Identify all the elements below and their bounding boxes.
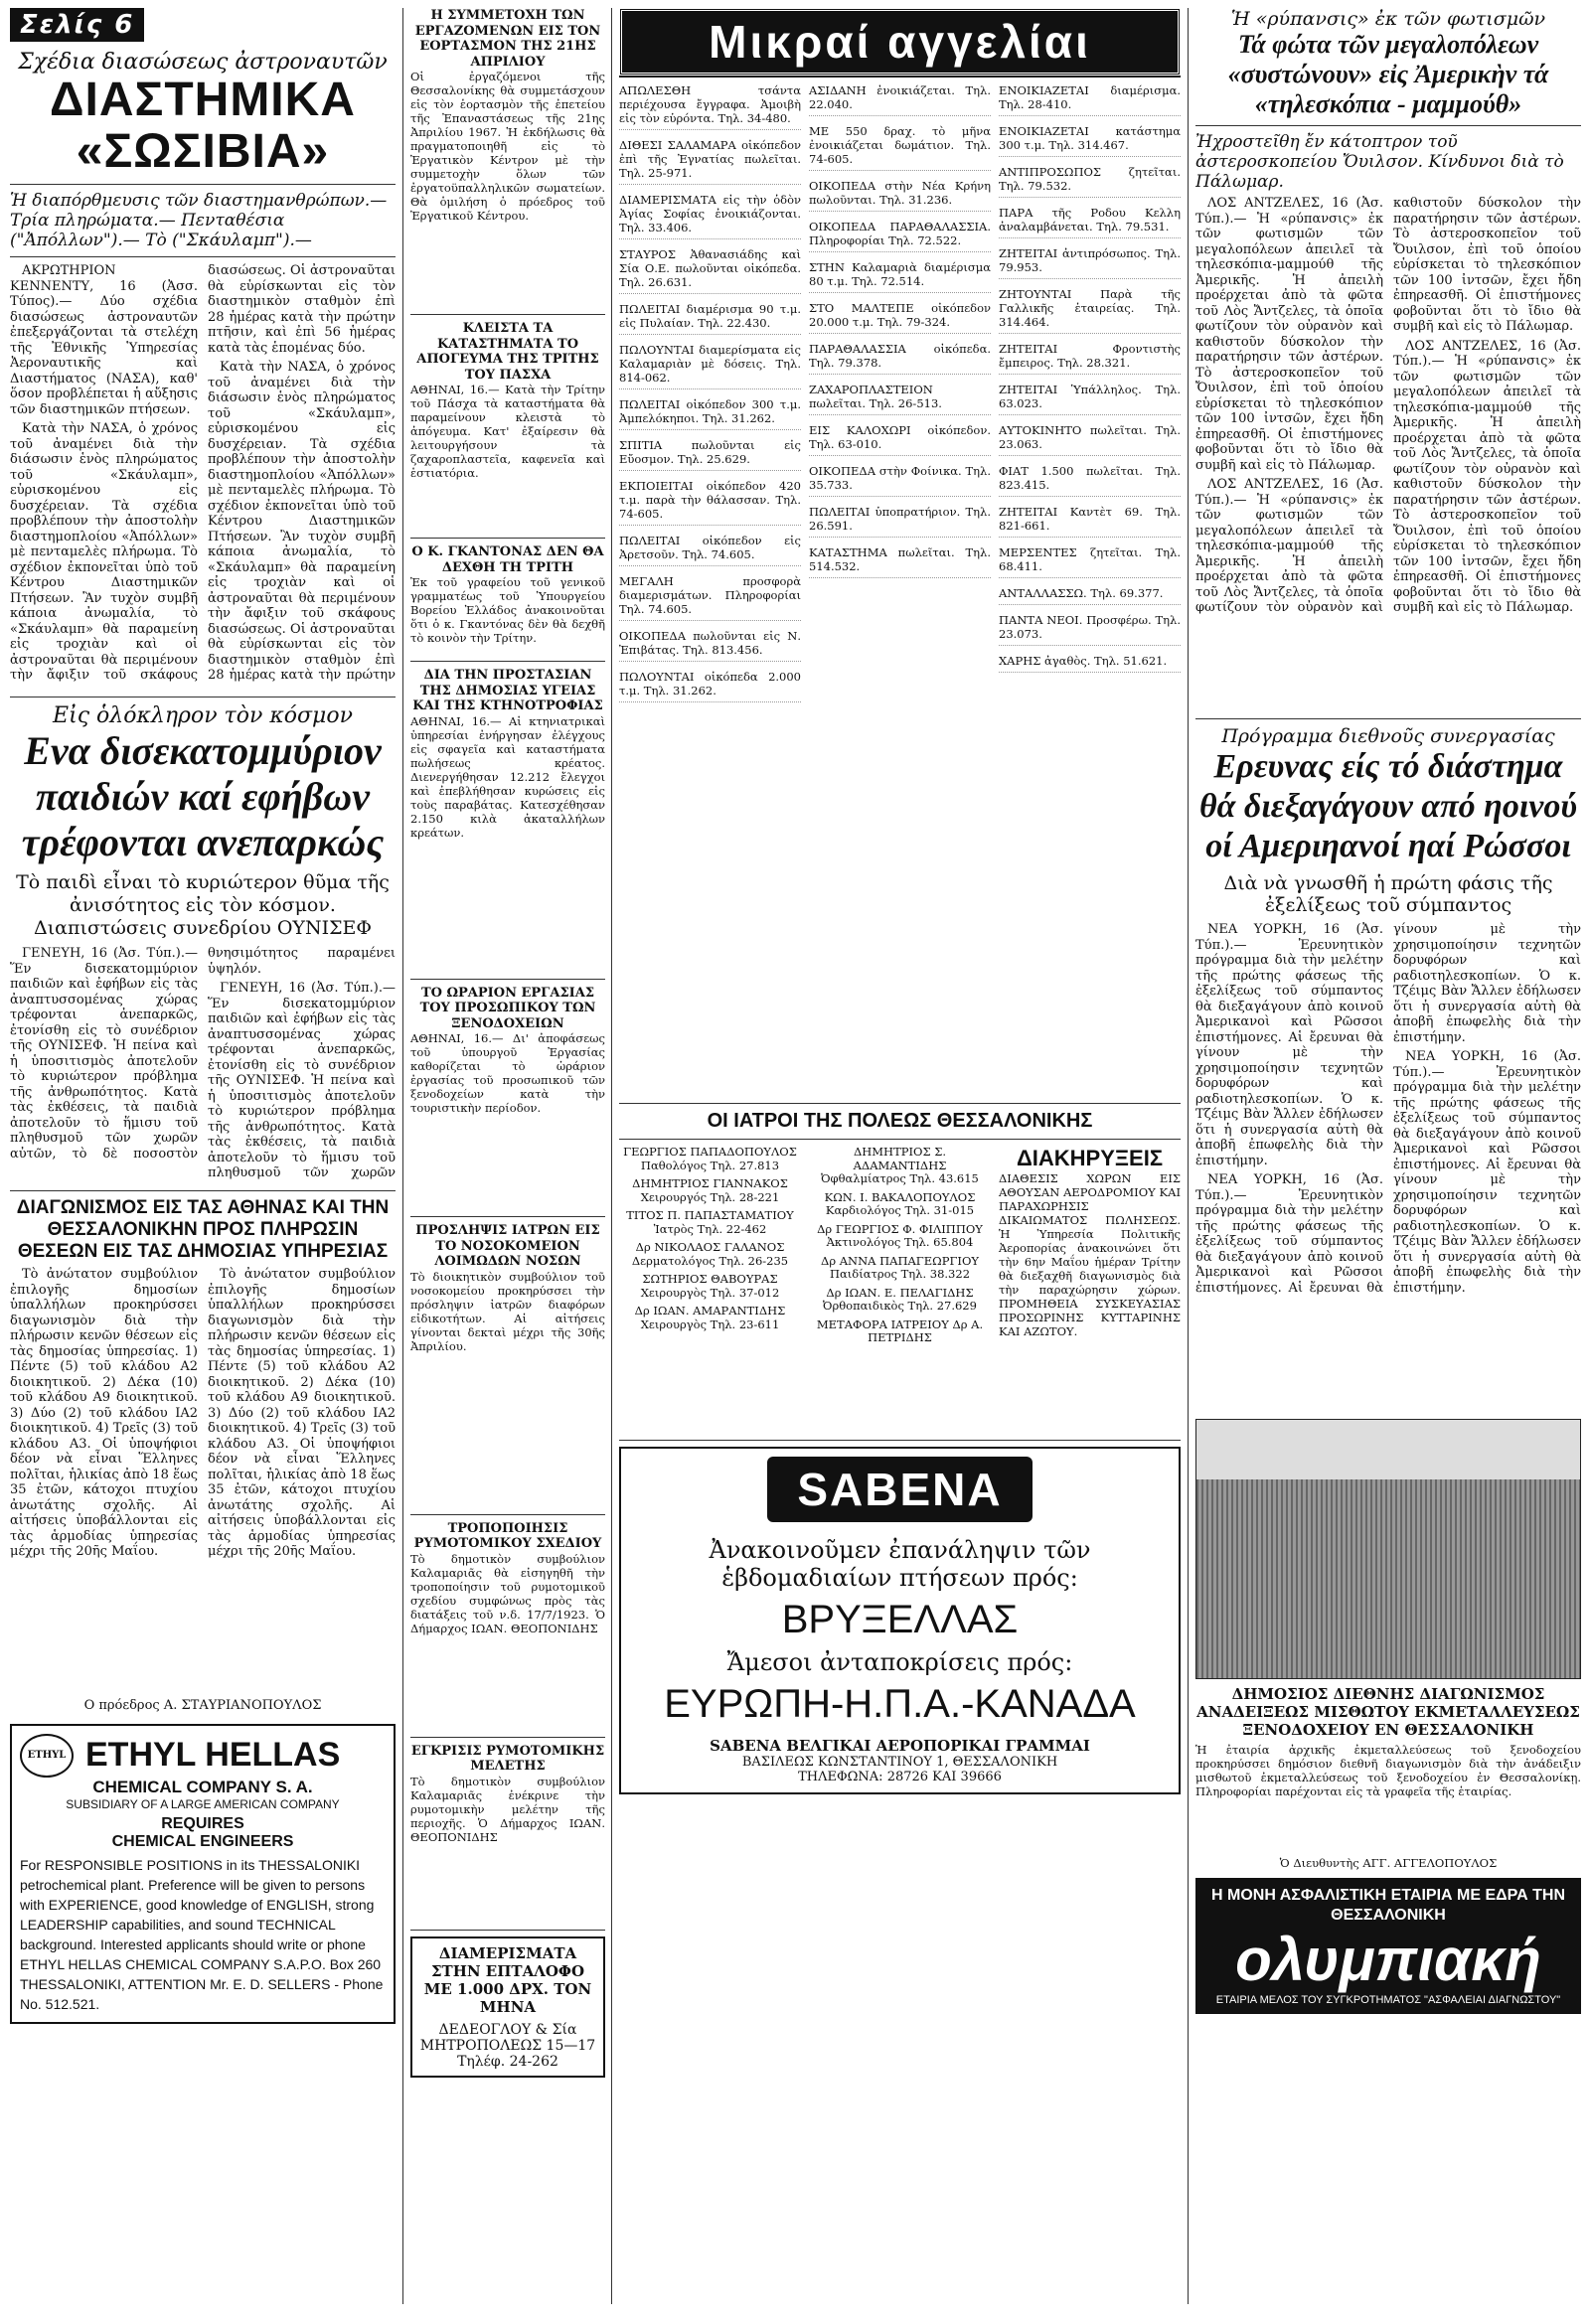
classified-ad: ΑΝΤΙΠΡΟΣΩΠΟΣ ζητεῖται. Τηλ. 79.532. xyxy=(999,165,1181,198)
article-paragraph: ΓΕΝΕΥΗ, 16 (Ἀσ. Τύπ.).— Ἕν δισεκατομμύριον παιδιῶν καὶ ἐφήβων εἰς τὰς ἀναπτυσσομένας χώρας τρέφονται ἀνεπαρκῶς, ἐτονίσθη εἰς τὸ συνέδριον τῆς ΟΥΝΙΣΕΦ. Ἡ πείνα καὶ ἡ ὑποσιτισμὸς ἀποτελοῦν τὸ κυριώτερον πρόβλημα τῆς ἀνθρωπότητος. Κατὰ τὰς ἐκθέσεις, τὰ παιδιὰ ἀποτελοῦν τὸ ἥμισυ τοῦ πληθυσμοῦ τῶν χωρῶν xyxy=(208,981,396,1180)
ad-body: ΔΕΔΕΟΓΛΟΥ & Σία ΜΗΤΡΟΠΟΛΕΩΣ 15—17 Τηλέφ. 24-262 xyxy=(419,2021,596,2070)
classified-ad: ΟΙΚΟΠΕΔΑ ΠΑΡΑΘΑΛΑΣΣΙΑ. Πληροφορίαι Τηλ. 72.522. xyxy=(809,220,991,252)
column-3 xyxy=(619,8,1181,2312)
classifieds-column xyxy=(809,83,991,1097)
article-headline: ΕΓΚΡΙΣΙΣ ΡΥΜΟΤΟΜΙΚΗΣ ΜΕΛΕΤΗΣ xyxy=(410,1743,605,1774)
olympiaki-top: Η ΜΟΝΗ ΑΣΦΑΛΙΣΤΙΚΗ ΕΤΑΙΡΙΑ ΜΕ ΕΔΡΑ ΤΗΝ ΘΕΣΣΑΛΟΝΙΚΗ xyxy=(1211,1887,1565,1924)
article-headline: ΤΟ ΩΡΑΡΙΟΝ ΕΡΓΑΣΙΑΣ ΤΟΥ ΠΡΟΣΩΠΙΚΟΥ ΤΩΝ ΞΕΝΟΔΟΧΕΙΩΝ xyxy=(419,985,596,1031)
classified-ad: ΠΩΛΟΥΝΤΑΙ διαμερίσματα εἰς Καλαμαριὰν μὲ δόσεις. Τηλ. 814-062. xyxy=(619,343,801,389)
article-body: ΑΘΗΝΑΙ, 16.— Αἱ κτηνιατρικαὶ ὑπηρεσίαι ἐνήργησαν ἐλέγχους εἰς σφαγεῖα καὶ καταστήματα πωλήσεως κρέατος. Διενεργήθησαν 12.212 ἔλεγχοι καὶ ἐπεβλήθησαν κυρώσεις εἰς τοὺς παραβάτας. Κατεσχέθησαν 2.150 κιλὰ ἀκαταλλήλων κρεάτων. xyxy=(410,713,605,840)
sabena-city: ΒΡΥΞΕΛΛΑΣ xyxy=(781,1598,1019,1641)
doctor-entry: ΔΗΜΗΤΡΙΟΣ ΓΙΑΝΝΑΚΟΣ Χειρουργός Τηλ. 28-221 xyxy=(632,1176,788,1204)
ethyl-requires: REQUIRES xyxy=(161,1814,244,1832)
doctor-entry: Δρ ΙΩΑΝ. Ε. ΠΕΛΑΓΙΔΗΣ Ὀρθοπαιδικὸς Τηλ. 27.629 xyxy=(823,1285,977,1313)
classified-ad: ΕΚΠΟΙΕΙΤΑΙ οἰκόπεδον 420 τ.μ. παρὰ τὴν θάλασσαν. Τηλ. 74-605. xyxy=(619,479,801,526)
classified-ad: ΖΗΤΕΙΤΑΙ Καντὲτ 69. Τηλ. 821-661. xyxy=(999,505,1181,538)
classified-ad: ΠΑΝΤΑ ΝΕΟΙ. Προσφέρω. Τηλ. 23.073. xyxy=(999,613,1181,646)
doctor-entry: ΚΩΝ. Ι. ΒΑΚΑΛΟΠΟΥΛΟΣ Καρδιολόγος Τηλ. 31-015 xyxy=(824,1189,976,1217)
classified-ad: ΕΝΟΙΚΙΑΖΕΤΑΙ διαμέρισμα. Τηλ. 28-410. xyxy=(999,83,1181,116)
article-deck: Ἠχροστεῖθη ἔν κάτοπτρον τοῦ ἀστεροσκοπείου Ὄυιλσον. Κίνδυνοι διὰ τὸ Πάλωμαρ. xyxy=(1195,132,1564,192)
article-kicker: Σχέδια διασώσεως ἀστροναυτῶν xyxy=(18,50,388,75)
sabena-phone: ΤΗΛΕΦΩΝΑ: 28726 ΚΑΙ 39666 xyxy=(798,1770,1002,1784)
diakirixeis-title: ΔΙΑΚΗΡΥΞΕΙΣ xyxy=(1016,1146,1164,1170)
article-headline: ΠΡΟΣΛΗΨΙΣ ΙΑΤΡΩΝ ΕΙΣ ΤΟ ΝΟΣΟΚΟΜΕΙΟΝ ΛΟΙΜΩΔΩΝ ΝΟΣΩΝ xyxy=(415,1223,600,1269)
article-paragraph: ΛΟΣ ΑΝΤΖΕΛΕΣ, 16 (Ἀσ. Τύπ.).— Ἡ «ρύπανσις» ἐκ τῶν φωτισμῶν τῶν μεγαλοπόλεων ἀπειλεῖ τὰ τηλεσκόπια-μαμμούθ τῆς Ἀμερικῆς. Ἡ ἀπειλὴ προέρχεται ἀπὸ τὰ φῶτα τοῦ Λὸς Ἄντζελες, τὰ ὁποῖα φωτίζουν τὸν οὐρανὸν καὶ καθιστοῦν δύσκολον τὴν παρατήρησιν τῶν ἀστέρων. Τὸ ἀστεροσκοπεῖον τοῦ Ὄυιλσον, ἐπὶ τοῦ ὁποίου εὑρίσκεται τὸ τηλεσκόπιον τῶν 100 ἰντσῶν, ἔχει ἤδη ἐπηρεασθῆ. Οἱ ἐπιστήμονες φοβοῦνται ὅτι τὸ ἴδιο θὰ συμβῆ καὶ εἰς τὸ Πάλωμαρ. xyxy=(1195,196,1581,615)
article-kicker: Εἰς ὁλόκληρον τὸν κόσμον xyxy=(53,703,353,728)
article-paragraph: ΝΕΑ ΥΟΡΚΗ, 16 (Ἀσ. Τύπ.).— Ἐρευνητικὸν πρόγραμμα διὰ τὴν μελέτην τῆς πρώτης φάσεως τῆς ἐξελίξεως τοῦ σύμπαντος θὰ διεξαγάγουν ἀπὸ κοινοῦ Ἀμερικανοὶ καὶ Ρῶσσοι ἐπιστήμονες. Αἱ ἔρευναι θὰ γίνουν μὲ τὴν χρησιμοποίησιν τεχνητῶν δορυφόρων καὶ ραδιοτηλεσκοπίων. Ὁ κ. Τζέιμς Βὰν Ἄλλεν ἐδήλωσεν ὅτι ἡ συνεργασία αὐτὴ θὰ ἀποβῆ ἐπωφελὴς διὰ τὴν ἐπιστήμην. xyxy=(1393,1049,1581,1296)
classified-ad: ΟΙΚΟΠΕΔΑ στὴν Νέα Κρήνη πωλοῦνται. Τηλ. 31.236. xyxy=(809,179,991,212)
ethyl-text: For RESPONSIBLE POSITIONS in its THESSALONIKI petrochemical plant. Preference will be given to persons with EXPERIENCE, good knowledge of ENGLISH, strong LEADERSHIP capabilities, and sound TECHNICAL background. Interested applicants should write or phone ETHYL HELLAS CHEMICAL COMPANY S.A.P.O. Box 260 THESSALONIKI, ATTENTION Mr. E. D. SELLERS - Phone No. 512.521. xyxy=(20,1856,384,2012)
doctor-entry: Δρ ΓΕΩΡΓΙΟΣ Φ. ΦΙΛΙΠΠΟΥ Ἀκτινολόγος Τηλ. 65.804 xyxy=(817,1221,983,1249)
ethyl-role: CHEMICAL ENGINEERS xyxy=(111,1832,294,1850)
article-body: ΑΘΗΝΑΙ, 16.— Κατὰ τὴν Τρίτην τοῦ Πάσχα τὰ καταστήματα θὰ παραμείνουν κλειστὰ τὸ ἀπόγευμα. Κατ' ἐξαίρεσιν θὰ λειτουργήσουν τὰ ζαχαροπλαστεῖα, καφενεῖα καὶ ἑστιατόρια. xyxy=(410,383,605,480)
diakirixeis-body: ΔΙΑΘΕΣΙΣ ΧΩΡΩΝ ΕΙΣ ΑΘΟΥΣΑΝ ΑΕΡΟΔΡΟΜΙΟΥ ΚΑΙ ΠΑΡΑΧΩΡΗΣΙΣ ΔΙΚΑΙΩΜΑΤΟΣ ΠΩΛΗΣΕΩΣ. Ἡ Ὑπηρεσία Πολιτικῆς Ἀεροπορίας ἀνακοινώνει ὅτι τὴν 6ην Μαΐου ἡμέραν Τρίτην θὰ διεξαχθῆ διαγωνισμὸς διὰ τὴν παραχώρησιν χώρων. ΠΡΟΜΗΘΕΙΑ ΣΥΣΚΕΥΑΣΙΑΣ ΠΡΟΣΩΡΙΝΗΣ ΚΥΤΤΑΡΙΝΗΣ ΚΑΙ ΑΖΩΤΟΥ. xyxy=(999,1171,1181,1338)
classifieds-column xyxy=(619,83,801,1097)
ethyl-hellas-ad xyxy=(10,1724,396,2024)
classified-ad: ΑΣΙΔΑΝΗ ἐνοικιάζεται. Τηλ. 22.040. xyxy=(809,83,991,116)
classified-ad: ΦΙΑΤ 1.500 πωλεῖται. Τηλ. 823.415. xyxy=(999,464,1181,497)
article-paragraph: ΓΕΝΕΥΗ, 16 (Ἀσ. Τύπ.).— Ἕν δισεκατομμύριον παιδιῶν καὶ ἐφήβων εἰς τὰς ἀναπτυσσομένας χώρας τρέφονται ἀνεπαρκῶς, ἐτονίσθη εἰς τὸ συνέδριον τῆς ΟΥΝΙΣΕΦ. Ἡ πείνα καὶ ἡ ὑποσιτισμὸς ἀποτελοῦν τὸ κυριώτερον πρόβλημα τῆς ἀνθρωπότητος. Κατὰ τὰς ἐκθέσεις, τὰ παιδιὰ ἀποτελοῦν τὸ ἥμισυ τοῦ πληθυσμοῦ τῶν χωρῶν αὐτῶν, τὸ δὲ ποσοστὸν θνησιμότητος παραμένει ὑψηλόν. xyxy=(10,946,396,1162)
article-paragraph: ΛΟΣ ΑΝΤΖΕΛΕΣ, 16 (Ἀσ. Τύπ.).— Ἡ «ρύπανσις» ἐκ τῶν φωτισμῶν τῶν μεγαλοπόλεων ἀπειλεῖ τὰ τηλεσκόπια-μαμμούθ τῆς Ἀμερικῆς. Ἡ ἀπειλὴ προέρχεται ἀπὸ τὰ φῶτα τοῦ Λὸς Ἄντζελες, τὰ ὁποῖα φωτίζουν τὸν οὐρανὸν καὶ καθιστοῦν δύσκολον τὴν παρατήρησιν τῶν ἀστέρων. Τὸ ἀστεροσκοπεῖον τοῦ Ὄυιλσον, ἐπὶ τοῦ ὁποίου εὑρίσκεται τὸ τηλεσκόπιον τῶν 100 ἰντσῶν, ἔχει ἤδη ἐπηρεασθῆ. Οἱ ἐπιστήμονες φοβοῦνται ὅτι τὸ ἴδιο θὰ συμβῆ καὶ εἰς τὸ Πάλωμαρ. xyxy=(1195,196,1383,473)
classified-ad: ΑΝΤΑΛΛΑΣΣΩ. Τηλ. 69.377. xyxy=(999,586,1181,605)
diakirixeis xyxy=(999,1146,1181,1434)
article-body: Ἐκ τοῦ γραφείου τοῦ γενικοῦ γραμματέως τοῦ Ὑπουργείου Βορείου Ἑλλάδος ἀνακοινοῦται ὅτι ὁ κ. Γκαντόνας δὲν θὰ δεχθῆ τὸ κοινὸν τὴν Τρίτην. xyxy=(410,575,605,645)
classified-ad: ΣΠΙΤΙΑ πωλοῦνται εἰς Εὔοσμον. Τηλ. 25.629. xyxy=(619,438,801,471)
doctor-entry: ΣΩΤΗΡΙΟΣ ΘΑΒΟΥΡΑΣ Χειρουργὸς Τηλ. 37-012 xyxy=(640,1272,780,1300)
classified-ad: ΜΕΡΣΕΝΤΕΣ ζητεῖται. Τηλ. 68.411. xyxy=(999,545,1181,578)
article-body: Οἱ ἐργαζόμενοι τῆς Θεσσαλονίκης θὰ συμμετάσχουν εἰς τὸν ἑορτασμὸν τῆς ἐπετείου τῆς Ἐπαναστάσεως τῆς 21ης Ἀπριλίου 1967. Ἡ ἐκδήλωσις θὰ πραγματοποιηθῆ εἰς τὸ Ἐργατικὸν Κέντρον μὲ τὴν συμμετοχὴν ὅλων τῶν ἐργατοϋπαλληλικῶν σωματείων. Θὰ ὁμιλήση ὁ πρόεδρος τοῦ Ἐργατικοῦ Κέντρου. xyxy=(410,70,605,223)
ad-title: ΔΙΑΜΕΡΙΣΜΑΤΑ ΣΤΗΝ ΕΠΤΑΛΟΦΟ ΜΕ 1.000 ΔΡΧ. ΤΟΝ ΜΗΝΑ xyxy=(423,1943,592,2016)
hotel-photo xyxy=(1195,1419,1581,1679)
article-body: Τὸ δημοτικὸν συμβούλιον Καλαμαριᾶς θὰ εἰσηγηθῆ τὴν τροποποίησιν τοῦ ρυμοτομικοῦ σχεδίου συμφώνως πρὸς τὰς διατάξεις τοῦ ν.δ. 17/7/1923. Ὁ Δήμαρχος ΙΩΑΝ. ΘΕΟΠΟΝΙΔΗΣ xyxy=(410,1551,605,1635)
classified-ad: ΣΤΑΥΡΟΣ Ἀθανασιάδης καὶ Σία Ο.Ε. πωλοῦνται οἰκόπεδα. Τηλ. 26.631. xyxy=(619,247,801,294)
photo-caption: ΔΗΜΟΣΙΟΣ ΔΙΕΘΝΗΣ ΔΙΑΓΩΝΙΣΜΟΣ ΑΝΑΔΕΙΞΕΩΣ ΜΙΣΘΩΤΟΥ ΕΚΜΕΤΑΛΛΕΥΣΕΩΣ ΞΕΝΟΔΟΧΕΙΟΥ ΕΝ ΘΕΣΣΑΛΟΝΙΚΗ xyxy=(1196,1685,1580,1739)
sabena-line1: Ἀνακοινοῦμεν ἐπανάληψιν τῶν ἑβδομαδιαίων πτήσεων πρός: xyxy=(709,1536,1091,1592)
classifieds-header: Μικραί αγγελίαι xyxy=(619,8,1181,76)
article-body: Τὸ δημοτικὸν συμβούλιον Καλαμαριᾶς ἐνέκρινε τὴν ρυμοτομικὴν μελέτην τῆς περιοχῆς. Ὁ Δήμαρχος ΙΩΑΝ. ΘΕΟΠΟΝΙΔΗΣ xyxy=(410,1774,605,1844)
classified-ad: ΖΗΤΕΙΤΑΙ Ὑπάλληλος. Τηλ. 63.023. xyxy=(999,383,1181,415)
article-headline: ΔΙΑ ΤΗΝ ΠΡΟΣΤΑΣΙΑΝ ΤΗΣ ΔΗΜΟΣΙΑΣ ΥΓΕΙΑΣ ΚΑΙ ΤΗΣ ΚΤΗΝΟΤΡΟΦΙΑΣ xyxy=(412,668,603,713)
article-headline: Ενα δισεκατομμύριον παιδιών καί εφήβων τρέφονται ανεπαρκώς xyxy=(21,728,385,864)
page-label xyxy=(10,8,396,42)
ethyl-name: ETHYL HELLAS xyxy=(85,1736,341,1774)
article-body xyxy=(1195,196,1581,712)
article-headline: ΚΛΕΙΣΤΑ ΤΑ ΚΑΤΑΣΤΗΜΑΤΑ ΤΟ ΑΠΟΓΕΥΜΑ ΤΗΣ ΤΡΙΤΗΣ ΤΟΥ ΠΑΣΧΑ xyxy=(416,321,599,383)
doctor-entry: Δρ ΑΝΝΑ ΠΑΠΑΓΕΩΡΓΙΟΥ Παιδίατρος Τηλ. 38.322 xyxy=(821,1253,979,1281)
article-body: Τὸ διοικητικὸν συμβούλιον τοῦ νοσοκομείου προκηρύσσει τὴν πρόσληψιν ἰατρῶν διαφόρων εἰδικοτήτων. Αἱ αἰτήσεις γίνονται δεκταὶ μέχρι τῆς 30ῆς Ἀπριλίου. xyxy=(410,1269,605,1353)
doctors-column xyxy=(809,1146,991,1434)
classified-ad: ΑΥΤΟΚΙΝΗΤΟ πωλεῖται. Τηλ. 23.063. xyxy=(999,423,1181,456)
sabena-footer: SABENA ΒΕΛΓΙΚΑΙ ΑΕΡΟΠΟΡΙΚΑΙ ΓΡΑΜΜΑΙ xyxy=(710,1737,1090,1755)
article-headline: ΔΙΑΣΤΗΜΙΚΑ «ΣΩΣΙΒΙΑ» xyxy=(50,74,356,178)
article-headline: Η ΣΥΜΜΕΤΟΧΗ ΤΩΝ ΕΡΓΑΖΟΜΕΝΩΝ ΕΙΣ ΤΟΝ ΕΟΡΤΑΣΜΟΝ ΤΗΣ 21ΗΣ ΑΠΡΙΛΙΟΥ xyxy=(414,8,601,70)
classified-ad: ΕΝΟΙΚΙΑΖΕΤΑΙ κατάστημα 300 τ.μ. Τηλ. 314.467. xyxy=(999,124,1181,157)
doctors-column xyxy=(619,1146,801,1434)
ethyl-sub: CHEMICAL COMPANY S. A. xyxy=(92,1777,313,1796)
classifieds-column xyxy=(999,83,1181,1097)
article-body: ΑΘΗΝΑΙ, 16.— Δι' ἀποφάσεως τοῦ ὑπουργοῦ Ἐργασίας καθορίζεται τὸ ὡράριον ἐργασίας τοῦ προσωπικοῦ τῶν ξενοδοχείων κατὰ τὴν τουριστικὴν περίοδον. xyxy=(410,1031,605,1115)
article-paragraph: ΛΟΣ ΑΝΤΖΕΛΕΣ, 16 (Ἀσ. Τύπ.).— Ἡ «ρύπανσις» ἐκ τῶν φωτισμῶν τῶν μεγαλοπόλεων ἀπειλεῖ τὰ τηλεσκόπια-μαμμούθ τῆς Ἀμερικῆς. Ἡ ἀπειλὴ προέρχεται ἀπὸ τὰ φῶτα τοῦ Λὸς Ἄντζελες, τὰ ὁποῖα φωτίζουν τὸν οὐρανὸν καὶ καθιστοῦν δύσκολον τὴν παρατήρησιν τῶν ἀστέρων. Τὸ ἀστεροσκοπεῖον τοῦ Ὄυιλσον, ἐπὶ τοῦ ὁποίου εὑρίσκεται τὸ τηλεσκόπιον τῶν 100 ἰντσῶν, ἔχει ἤδη ἐπηρεασθῆ. Οἱ ἐπιστήμονες φοβοῦνται ὅτι τὸ ἴδιο θὰ συμβῆ καὶ εἰς τὸ Πάλωμαρ. xyxy=(1393,338,1581,615)
column-1 xyxy=(10,8,396,2312)
sabena-address: ΒΑΣΙΛΕΩΣ ΚΩΝΣΤΑΝΤΙΝΟΥ 1, ΘΕΣΣΑΛΟΝΙΚΗ xyxy=(741,1755,1058,1770)
column-rule xyxy=(1188,8,1189,2304)
page-number: Σελίς 6 xyxy=(10,8,144,42)
sabena-ad xyxy=(619,1447,1181,1794)
classified-ad: ΣΤΟ ΜΑΛΤΕΠΕ οἰκόπεδον 20.000 τ.μ. Τηλ. 79-324. xyxy=(809,301,991,334)
article-kicker: Πρόγραμμα διεθνοῦς συνεργασίας xyxy=(1221,725,1555,747)
doctor-entry: ΔΗΜΗΤΡΙΟΣ Σ. ΑΔΑΜΑΝΤΙΔΗΣ Ὀφθαλμίατρος Τηλ. 43.615 xyxy=(821,1146,979,1185)
apartments-ad xyxy=(410,1937,605,2078)
classified-ad: ΠΩΛΟΥΝΤΑΙ οἰκόπεδα 2.000 τ.μ. Τηλ. 31.262. xyxy=(619,670,801,702)
sabena-logo: SABENA xyxy=(767,1457,1032,1522)
article-paragraph: ΝΕΑ ΥΟΡΚΗ, 16 (Ἀσ. Τύπ.).— Ἐρευνητικὸν πρόγραμμα διὰ τὴν μελέτην τῆς πρώτης φάσεως τῆς ἐξελίξεως τοῦ σύμπαντος θὰ διεξαγάγουν ἀπὸ κοινοῦ Ἀμερικανοὶ καὶ Ρῶσσοι ἐπιστήμονες. Αἱ ἔρευναι θὰ γίνουν μὲ τὴν χρησιμοποίησιν τεχνητῶν δορυφόρων καὶ ραδιοτηλεσκοπίων. Ὁ κ. Τζέιμς Βὰν Ἄλλεν ἐδήλωσεν ὅτι ἡ συνεργασία αὐτὴ θὰ ἀποβῆ ἐπωφελὴς διὰ τὴν ἐπιστήμην. xyxy=(1195,922,1383,1168)
article-paragraph: Κατὰ τὴν ΝΑΣΑ, ὁ χρόνος τοῦ ἀναμένει διὰ τὴν διάσωσιν ἑνὸς πληρώματος τοῦ «Σκάυλαμπ», εὑρισκομένου εἰς δυσχέρειαν. Τὰ σχέδια προβλέπουν τὴν ἀποστολὴν διαστημοπλοίου «Ἀπόλλων» μὲ πενταμελὲς πλήρωμα. Τὸ σχέδιον ἐκπονεῖται ὑπὸ τοῦ Κέντρου Διαστημικῶν Πτήσεων. Ἂν τυχὸν συμβῆ κάποια ἀνωμαλία, τὸ «Σκάυλαμπ» θὰ παραμείνη εἰς τροχιὰν καὶ οἱ ἀστροναῦται θὰ περιμένουν τὴν ἄφιξιν τοῦ σκάφους διασώσεως. Οἱ ἀστροναῦται θὰ εὑρίσκωνται εἰς τὸν διαστημικὸν σταθμὸν ἐπὶ 28 ἡμέρας κατὰ τὴν πρώτην πτῆσιν, καὶ ἐπὶ 56 ἡμέρας κατὰ τὰς ἑπομένας δύο. xyxy=(10,263,396,683)
article-paragraph: Τὸ ἀνώτατον συμβούλιον ἐπιλογῆς δημοσίων ὑπαλλήλων προκηρύσσει διαγωνισμὸν διὰ τὴν πλήρωσιν κενῶν θέσεων εἰς τὰς δημοσίας ὑπηρεσίας. 1) Πέντε (5) τοῦ κλάδου Α2 διοικητικοῦ. 2) Δέκα (10) τοῦ κλάδου Α9 διοικητικοῦ. 3) Δύο (2) τοῦ κλάδου ΙΑ2 διοικητικοῦ. 4) Τρεῖς (3) τοῦ κλάδου Α3. Οἱ ὑποψήφιοι δέον νὰ εἶναι Ἕλληνες πολῖται, ἡλικίας ἀπὸ 18 ἕως 35 ἐτῶν, κάτοχοι πτυχίου ἀνωτάτης σχολῆς. Αἱ αἰτήσεις ὑποβάλλονται εἰς τὰς ἁρμοδίας ὑπηρεσίας μέχρι τῆς 20ῆς Μαΐου. xyxy=(10,1267,198,1559)
classified-ad: ΠΑΡΑ τῆς Ροδου Κελλη ἀναλαμβάνεται. Τηλ. 79.531. xyxy=(999,206,1181,238)
doctor-entry: ΓΕΩΡΓΙΟΣ ΠΑΠΑΔΟΠΟΥΛΟΣ Παθολόγος Τηλ. 27.813 xyxy=(623,1146,797,1172)
column-rule xyxy=(611,8,612,2304)
classified-ad: ΠΩΛΕΙΤΑΙ διαμέρισμα 90 τ.μ. εἰς Πυλαίαν. Τηλ. 22.430. xyxy=(619,302,801,335)
classified-ad: ΖΗΤΕΙΤΑΙ Φροντιστὴς ἔμπειρος. Τηλ. 28.321. xyxy=(999,342,1181,375)
article-dateline: ΑΚΡΩΤΗΡΙΟΝ ΚΕΝΝΕΝΤΥ, 16 (Ἀσσ. Τύπος).— Δύο σχέδια διασώσεως ἀστροναυτῶν ἐπεξεργάζονται τὰ στελέχη τῆς Ἐθνικῆς Ὑπηρεσίας Ἀεροναυτικῆς καὶ Διαστήματος (ΝΑΣΑ), καθ' ὅσον προβλέπεται ἡ αὔξησις τῶν διαστημικῶν πτήσεων. xyxy=(10,263,198,417)
photo-signature: Ὁ Διευθυντὴς ΑΓΓ. ΑΓΓΕΛΟΠΟΥΛΟΣ xyxy=(1279,1856,1498,1870)
column-rule xyxy=(402,8,403,2304)
article-headline: Ο Κ. ΓΚΑΝΤΟΝΑΣ ΔΕΝ ΘΑ ΔΕΧΘΗ ΤΗ ΤΡΙΤΗ xyxy=(411,544,604,575)
doctors-title: ΟΙ ΙΑΤΡΟΙ ΤΗΣ ΠΟΛΕΩΣ ΘΕΣΣΑΛΟΝΙΚΗΣ xyxy=(707,1110,1093,1132)
classified-ad: ΔΙΘΕΣΙ ΣΑΛΑΜΑΡΑ οἰκόπεδον ἐπὶ τῆς Ἐγνατίας πωλεῖται. Τηλ. 25-971. xyxy=(619,138,801,185)
article-headline: ΔΙΑΓΩΝΙΣΜΟΣ ΕΙΣ ΤΑΣ ΑΘΗΝΑΣ ΚΑΙ ΤΗΝ ΘΕΣΣΑΛΟΝΙΚΗΝ ΠΡΟΣ ΠΛΗΡΩΣΙΝ ΘΕΣΕΩΝ ΕΙΣ ΤΑΣ ΔΗΜΟΣΙΑΣ ΥΠΗΡΕΣΙΑΣ xyxy=(16,1197,390,1262)
article-body xyxy=(10,1267,396,1694)
article-headline: Τά φώτα τῶν μεγαλοπόλεων «συστώνουν» εἰς Ἀμερικὴν τά «τηλεσκόπια - μαμμούθ» xyxy=(1227,30,1549,118)
classified-ad: ΕΙΣ ΚΑΛΟΧΩΡΙ οἰκόπεδον. Τηλ. 63-010. xyxy=(809,423,991,456)
article-kicker: Ἡ «ρύπανσις» ἐκ τῶν φωτισμῶν xyxy=(1230,8,1546,30)
olympiaki-footer: ΕΤΑΙΡΙΑ ΜΕΛΟΣ ΤΟΥ ΣΥΓΚΡΟΤΗΜΑΤΟΣ "ΑΣΦΑΛΕΙΑΙ ΔΙΑΓΝΩΣΤΟΥ" xyxy=(1215,1994,1561,2006)
article-paragraph: Τὸ ἀνώτατον συμβούλιον ἐπιλογῆς δημοσίων ὑπαλλήλων προκηρύσσει διαγωνισμὸν διὰ τὴν πλήρωσιν κενῶν θέσεων εἰς τὰς δημοσίας ὑπηρεσίας. 1) Πέντε (5) τοῦ κλάδου Α2 διοικητικοῦ. 2) Δέκα (10) τοῦ κλάδου Α9 διοικητικοῦ. 3) Δύο (2) τοῦ κλάδου ΙΑ2 διοικητικοῦ. 4) Τρεῖς (3) τοῦ κλάδου Α3. Οἱ ὑποψήφιοι δέον νὰ εἶναι Ἕλληνες πολῖται, ἡλικίας ἀπὸ 18 ἕως 35 ἐτῶν, κάτοχοι πτυχίου ἀνωτάτης σχολῆς. Αἱ αἰτήσεις ὑποβάλλονται εἰς τὰς ἁρμοδίας ὑπηρεσίας μέχρι τῆς 20ῆς Μαΐου. xyxy=(208,1267,396,1559)
olympiaki-logo: ολυμπιακή xyxy=(1235,1927,1541,1993)
ethyl-sub2: SUBSIDIARY OF A LARGE AMERICAN COMPANY xyxy=(66,1796,340,1811)
classified-ad: ΟΙΚΟΠΕΔΑ στὴν Φοίνικα. Τηλ. 35.733. xyxy=(809,464,991,497)
article-headline: ΤΡΟΠΟΠΟΙΗΣΙΣ ΡΥΜΟΤΟΜΙΚΟΥ ΣΧΕΔΙΟΥ xyxy=(413,1520,602,1551)
doctor-entry: Δρ ΙΩΑΝ. ΑΜΑΡΑΝΤΙΔΗΣ Χειρουργὸς Τηλ. 23-611 xyxy=(634,1304,786,1331)
olympiaki-ad xyxy=(1195,1878,1581,2014)
article-body xyxy=(10,263,396,691)
photo-body: Ἡ ἐταιρία ἀρχικῆς ἐκμεταλλεύσεως τοῦ ξενοδοχείου προκηρύσσει δημόσιον διεθνῆ διαγωνισμὸν διὰ τὴν ἀνάδειξιν μισθωτοῦ ἐκμεταλλεύσεως τοῦ ξενοδοχείου ἐν Θεσσαλονίκῃ. Πληροφορίαι παρέχονται εἰς τὰ γραφεῖα τῆς ἑταιρίας. xyxy=(1195,1743,1581,1798)
classified-ad: ΜΕΓΑΛΗ προσφορὰ διαμερισμάτων. Πληροφορίαι Τηλ. 74.605. xyxy=(619,574,801,621)
classified-ad: ΟΙΚΟΠΕΔΑ πωλοῦνται εἰς Ν. Ἐπιβάτας. Τηλ. 813.456. xyxy=(619,629,801,662)
classified-ad: ΑΠΩΛΕΣΘΗ τσάντα περιέχουσα ἔγγραφα. Ἀμοιβὴ εἰς τὸν εὑρόντα. Τηλ. 34-480. xyxy=(619,83,801,130)
column-2 xyxy=(410,8,605,2312)
article-deck: Ἡ διαπόρθμευσις τῶν διαστημανθρώπων.— Τρία πληρώματα.— Πενταθέσια ("Ἀπόλλων").— Τὸ ("Σκάυλαμπ").— xyxy=(10,191,388,250)
classified-ad: ΖΗΤΟΥΝΤΑΙ Παρὰ τῆς Γαλλικῆς ἑταιρείας. Τηλ. 314.464. xyxy=(999,287,1181,334)
classified-ad: ΚΑΤΑΣΤΗΜΑ πωλεῖται. Τηλ. 514.532. xyxy=(809,545,991,578)
classified-ad: ΜΕ 550 δραχ. τὸ μῆνα ἐνοικιάζεται δωμάτιον. Τηλ. 74-605. xyxy=(809,124,991,171)
article-signature: Ο πρόεδρος Α. ΣΤΑΥΡΙΑΝΟΠΟΥΛΟΣ xyxy=(83,1698,322,1713)
classified-ad: ΖΗΤΕΙΤΑΙ ἀντιπρόσωπος. Τηλ. 79.953. xyxy=(999,246,1181,279)
column-4 xyxy=(1195,8,1581,2312)
classifieds-grid xyxy=(619,83,1181,1097)
classified-ad: ΠΑΡΑΘΑΛΑΣΣΙΑ οἰκόπεδα. Τηλ. 79.378. xyxy=(809,342,991,375)
classified-ad: ΠΩΛΕΙΤΑΙ οἰκόπεδον 300 τ.μ. Ἀμπελόκηποι. Τηλ. 31.262. xyxy=(619,397,801,430)
classified-ad: ΠΩΛΕΙΤΑΙ ὑποπρατήριον. Τηλ. 26.591. xyxy=(809,505,991,538)
doctor-entry: ΜΕΤΑΦΟΡΑ ΙΑΤΡΕΙΟΥ Δρ Α. ΠΕΤΡΙΔΗΣ xyxy=(816,1317,984,1344)
classified-ad: ΖΑΧΑΡΟΠΛΑΣΤΕΙΟΝ πωλεῖται. Τηλ. 26-513. xyxy=(809,383,991,415)
sabena-line2: Ἄμεσοι ἀνταποκρίσεις πρός: xyxy=(726,1648,1073,1676)
classified-ad: ΔΙΑΜΕΡΙΣΜΑΤΑ εἰς τὴν ὁδὸν Ἀγίας Σοφίας ἐνοικιάζονται. Τηλ. 33.406. xyxy=(619,193,801,239)
doctors-grid xyxy=(619,1146,1181,1434)
article-paragraph: Κατὰ τὴν ΝΑΣΑ, ὁ χρόνος τοῦ ἀναμένει διὰ τὴν διάσωσιν ἑνὸς πληρώματος τοῦ «Σκάυλαμπ», εὑρισκομένου εἰς δυσχέρειαν. Τὰ σχέδια προβλέπουν τὴν ἀποστολὴν διαστημοπλοίου «Ἀπόλλων» μὲ πενταμελὲς πλήρωμα. Τὸ σχέδιον ἐκπονεῖται ὑπὸ τοῦ Κέντρου Διαστημικῶν Πτήσεων. Ἂν τυχὸν συμβῆ κάποια ἀνωμαλία, τὸ «Σκάυλαμπ» θὰ παραμείνη εἰς τροχιὰν καὶ οἱ ἀστροναῦται θὰ περιμένουν τὴν ἄφιξιν τοῦ σκάφους διασώσεως. Οἱ ἀστροναῦται θὰ εὑρίσκωνται εἰς τὸν διαστημικὸν σταθμὸν ἐπὶ 28 ἡμέρας κατὰ τὴν πρώτην xyxy=(208,360,396,683)
classified-ad: ΠΩΛΕΙΤΑΙ οἰκόπεδον εἰς Ἀρετσοῦν. Τηλ. 74.605. xyxy=(619,534,801,566)
classified-ad: ΣΤΗΝ Καλαμαριὰ διαμέρισμα 80 τ.μ. Τηλ. 72.514. xyxy=(809,260,991,293)
article-body xyxy=(1195,922,1581,1419)
ethyl-logo-icon: ETHYL xyxy=(20,1734,74,1778)
article-deck: Τὸ παιδὶ εἶναι τὸ κυριώτερον θῦμα τῆς ἀνισότητος εἰς τὸν κόσμον. Διαπιστώσεις συνεδρίου ΟΥΝΙΣΕΦ xyxy=(16,871,390,939)
article-headline: Ερευνας είς τό διάστημα θά διεξαγάγουν από ηοινού οί Αμεριηανοί ηαί Ρώσσοι xyxy=(1198,748,1578,864)
doctor-entry: Δρ ΝΙΚΟΛΑΟΣ ΓΑΛΑΝΟΣ Δερματολόγος Τηλ. 26-235 xyxy=(631,1240,789,1268)
classified-ad: ΧΑΡΗΣ ἀγαθὸς. Τηλ. 51.621. xyxy=(999,654,1181,673)
article-paragraph: ΝΕΑ ΥΟΡΚΗ, 16 (Ἀσ. Τύπ.).— Ἐρευνητικὸν πρόγραμμα διὰ τὴν μελέτην τῆς πρώτης φάσεως τῆς ἐξελίξεως τοῦ σύμπαντος θὰ διεξαγάγουν ἀπὸ κοινοῦ Ἀμερικανοὶ καὶ Ρῶσσοι ἐπιστήμονες. Αἱ ἔρευναι θὰ γίνουν μὲ τὴν χρησιμοποίησιν τεχνητῶν δορυφόρων καὶ ραδιοτηλεσκοπίων. Ὁ κ. Τζέιμς Βὰν Ἄλλεν ἐδήλωσεν ὅτι ἡ συνεργασία αὐτὴ θὰ ἀποβῆ ἐπωφελὴς διὰ τὴν ἐπιστήμην. xyxy=(1195,922,1581,1296)
sabena-routes: ΕΥΡΩΠΗ-Η.Π.Α.-ΚΑΝΑΔΑ xyxy=(664,1682,1136,1726)
article-deck: Διὰ νὰ γνωσθῆ ἡ πρώτη φάσις τῆς ἐξελίξεως τοῦ σύμπαντος xyxy=(1223,872,1553,916)
article-body xyxy=(10,946,396,1184)
doctor-entry: ΤΙΤΟΣ Π. ΠΑΠΑΣΤΑΜΑΤΙΟΥ Ἰατρὸς Τηλ. 22-462 xyxy=(626,1208,794,1236)
